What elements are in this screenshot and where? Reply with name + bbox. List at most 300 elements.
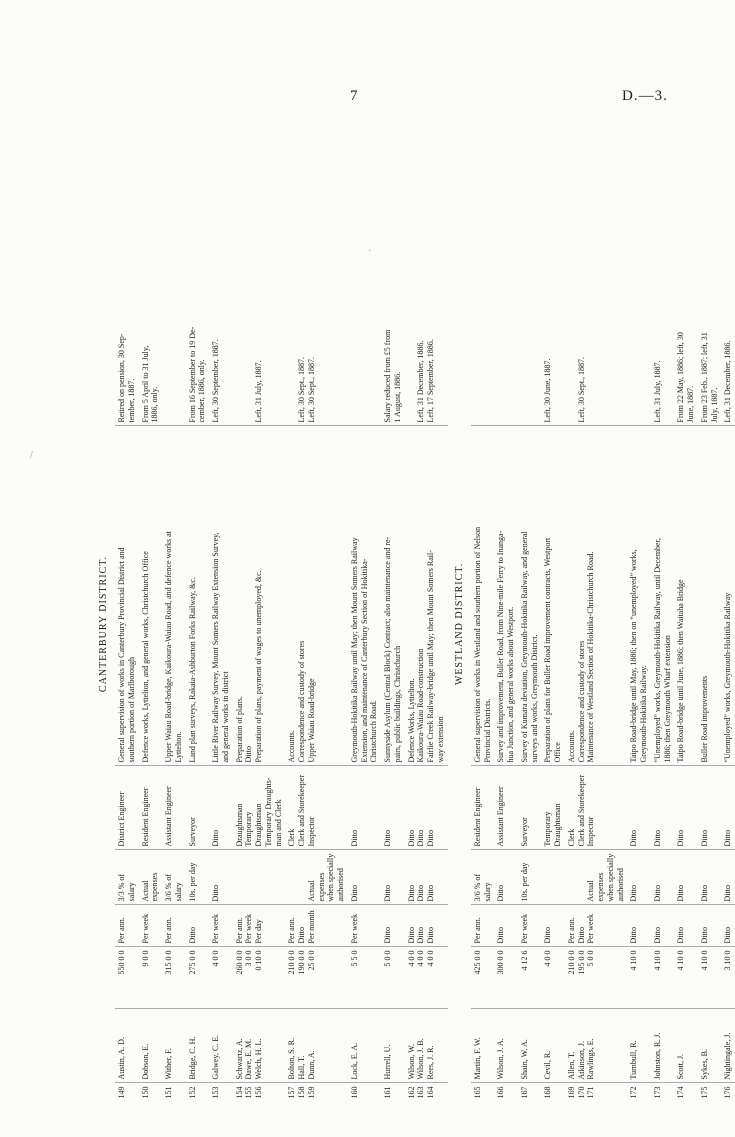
salary-line: 25 0 0 [306,950,316,971]
row-number-cell [285,1083,348,1107]
salary-period-line: Ditto [187,927,197,944]
row-number-line: 173 [652,1086,662,1099]
designation-line: Clerk and Storekeeper [576,774,586,847]
remarks-line: Left, 30 Sept., 1887. [297,356,307,423]
salary-period-cell [518,905,542,947]
duties-line: Ditto [244,746,254,763]
remarks-line [407,144,417,423]
row-number-line: 149 [117,1086,127,1099]
salary-cell [651,947,675,1009]
salary-period-cell [627,905,651,947]
duties-line: Taipo Road-bridge until June, 1886; then Waitaha Bridge [676,579,686,763]
staff-name-line: Lock, E. A. [349,1042,359,1080]
salary-period-line: Per week [211,913,221,944]
duties-line: Correspondence and custody of stores [297,640,307,763]
designation-line: Temporary Draughtsman [244,803,264,847]
staff-name-cell [627,1009,651,1083]
salary-cell [186,947,210,1009]
travelling-allowance-cell [285,850,348,905]
staff-name-line: Rees, J. R. [426,1045,436,1080]
remarks-cell [494,141,518,426]
salary-period-line: Ditto [676,927,686,944]
travelling-allowance-cell [651,850,675,905]
table-row [186,141,210,1107]
table-row [405,141,448,1107]
margin-tick: / [30,450,33,461]
duties-line: Correspondence and custody of stores [576,640,586,763]
salary-period-line: Per ann. [234,917,244,944]
travelling-allowance-line: Ditto [406,885,416,902]
remarks-cell [518,141,542,426]
designation-line: Ditto [406,830,416,847]
row-number-cell [698,1083,722,1107]
row-number-line: 155 [244,1086,254,1099]
salary-line: 210 0 0 [287,950,297,975]
row-number-line: 154 [234,1086,244,1099]
travelling-allowance-cell [494,850,518,905]
travelling-allowance-line: Ditto [383,885,393,902]
row-number-line: 166 [496,1086,506,1099]
salary-period-cell [721,905,735,947]
table-row [541,141,565,1107]
travelling-allowance-cell [348,850,381,905]
travelling-allowance-line: Ditto [349,885,359,902]
staff-name-cell [162,1009,186,1083]
designation-line: Ditto [699,830,709,847]
designation-line: Ditto [652,830,662,847]
designation-cell [209,766,233,850]
designation-line: Resident Engineer [472,787,482,847]
remarks-line: tember, 1887. [126,378,136,423]
salary-period-line: Ditto [426,927,436,944]
staff-name-cell [721,1009,735,1083]
row-number-line: 152 [187,1086,197,1099]
travelling-allowance-cell [471,850,495,905]
duties-line: Maintenance of Westland Section of Hokitika-Christchurch Road. [586,551,596,763]
salary-period-line: Per ann. [117,917,127,944]
duties-line: and general works in district [220,671,230,763]
travelling-allowance-line: when specially [605,853,615,902]
salary-line: 195 0 0 [576,950,586,975]
remarks-line: Retired on pension, 30 Sep- [117,333,127,423]
remarks-line: 1 August, 1886. [392,371,402,423]
travelling-allowance-line [287,854,297,902]
designation-cell [651,766,675,850]
row-number-cell [233,1083,286,1107]
row-number-cell [405,1083,448,1107]
remarks-cell [471,141,495,426]
row-number-line: 176 [723,1086,733,1099]
salary-line: 425 0 0 [472,950,482,975]
designation-cell [721,766,735,850]
duties-line: Sunnyside Asylum (Central Block) Contract; also maintenance and re- [383,536,393,763]
designation-line: Ditto [629,830,639,847]
travelling-allowance-line: Ditto [416,885,426,902]
designation-line: Surveyor [519,817,529,847]
row-number-cell [209,1083,233,1107]
staff-name-line: Martin, F. W. [472,1037,482,1080]
row-number-line: 163 [416,1086,426,1099]
staff-name-line: Schwartz, A. [234,1038,244,1080]
travelling-allowance-line: Ditto [723,885,733,902]
duties-line: Provincial Districts. [482,698,492,763]
staff-name-line: Shain, W. A. [519,1039,529,1080]
salary-cell [494,947,518,1009]
staff-name-cell [651,1009,675,1083]
travelling-allowance-line: Ditto [211,885,221,902]
designation-cell [405,766,448,850]
duties-line: hua Junction, and general works about Westport. [506,606,516,763]
salary-period-line: Ditto [576,927,586,944]
travelling-allowance-line: authorised [336,868,346,902]
row-number-cell [186,1083,210,1107]
salary-period-cell [348,905,381,947]
duties-cell [494,426,518,766]
designation-line: man and Clerk [273,799,283,847]
duties-line: Extension, and maintenance of Canterbury Section of Hokitika- [359,558,369,763]
designation-cell [139,766,163,850]
duties-line: Greymouth-Hokitika Railway. [639,665,649,763]
staff-name-cell [285,1009,348,1083]
row-number-cell [381,1083,405,1107]
remarks-line [473,144,483,423]
staff-name-line: Dawe, E. M. [244,1038,254,1080]
travelling-allowance-line [235,854,245,902]
remarks-cell [285,141,348,426]
travelling-allowance-line: Ditto [699,885,709,902]
travelling-allowance-cell [162,850,186,905]
salary-period-line: Per ann. [164,917,174,944]
duties-line: Buller Road improvements [699,675,709,763]
row-number-cell [541,1083,565,1107]
duties-line: Defence Works, Lyttelton. [406,678,416,763]
staff-name-line: Rawlings, E. [586,1038,596,1080]
duties-line: Kaikoura-Waiau Road-construction [416,648,426,763]
staff-name-line: Bridge, C. H. [187,1036,197,1080]
staff-name-cell [115,1009,139,1083]
salary-cell [209,947,233,1009]
table-row [627,141,651,1107]
table-row [348,141,381,1107]
salary-line: 4 0 0 [543,950,553,967]
salary-line: 300 0 0 [496,950,506,975]
staff-name-line: Scott, J. [676,1053,686,1080]
row-number-line: 150 [140,1086,150,1099]
row-number-line: 164 [426,1086,436,1099]
travelling-allowance-cell [721,850,735,905]
salary-period-cell [698,905,722,947]
duties-cell [627,426,651,766]
designation-cell [674,766,698,850]
page-reference: D.—3. [622,88,668,104]
duties-line: Preparation of plans, payment of wages to unemployed, &c. [254,570,264,763]
staff-name-cell [541,1009,565,1083]
travelling-allowance-cell [186,850,210,905]
remarks-cell [162,141,186,426]
remarks-cell [721,141,735,426]
salary-cell [139,947,163,1009]
table-row [651,141,675,1107]
remarks-line: Left, 31 December, 1886. [416,340,426,423]
staff-name-line: Austin, A. D. [117,1037,127,1080]
salary-period-cell [139,905,163,947]
row-number-cell [721,1083,735,1107]
travelling-allowance-line: Actual expenses [140,872,160,902]
staff-name-line: Nightingale, J. [723,1032,733,1080]
travelling-allowance-line: authorised [615,868,625,902]
table-body [92,141,735,1107]
travelling-allowance-line: 3/3 % of salary [117,873,136,902]
staff-name-line: Cevil, R. [543,1050,553,1080]
designation-line: Clerk and Storekeeper [297,774,307,847]
row-number-line: 159 [306,1086,316,1099]
staff-name-line: Sykes, B. [699,1049,709,1080]
table-row [115,141,139,1107]
travelling-allowance-cell [698,850,722,905]
salary-line: 4 0 0 [426,950,436,967]
designation-line: Surveyor [187,817,197,847]
designation-line: Temporary Draughtsman [543,803,563,847]
salary-period-line: Ditto [496,927,506,944]
salary-cell [233,947,286,1009]
section-header-row [92,141,115,1107]
designation-line: District Engineer [117,791,127,847]
salary-period-line: Per month [306,910,316,944]
salary-line: 9 0 0 [140,950,150,967]
table-row [139,141,163,1107]
row-number-cell [494,1083,518,1107]
salary-period-line: Ditto [652,927,662,944]
travelling-allowance-cell [518,850,542,905]
row-number-line: 160 [349,1086,359,1099]
table-row [565,141,628,1107]
row-number-line: 157 [287,1086,297,1099]
duties-line: Preparation of plans for Buller Road improvement contracts, Westport [543,537,553,763]
salary-cell [565,947,628,1009]
staff-name-line: Dunn, A. [306,1050,316,1080]
salary-cell [381,947,405,1009]
duties-line: Accounts. [566,730,576,763]
remarks-cell [674,141,698,426]
remarks-cell [381,141,405,426]
remarks-line: July, 1887. [709,387,719,423]
salary-period-line: Per ann. [472,917,482,944]
staff-name-cell [348,1009,381,1083]
salary-line: 0 10 0 [254,950,264,971]
travelling-allowance-line: Ditto [652,885,662,902]
duties-cell [721,426,735,766]
duties-line: Survey and improvement, Buller Road, from Nine-mile Ferry to Inanga- [496,530,506,763]
remarks-line: Left, 31 December, 1886. [723,340,733,423]
duties-cell [209,426,233,766]
designation-cell [233,766,286,850]
salary-cell [698,947,722,1009]
travelling-allowance-cell [115,850,139,905]
designation-cell [627,766,651,850]
staff-name-line: Atkinson, J. [576,1041,586,1080]
remarks-cell [698,141,722,426]
travelling-allowance-line: Actual expenses [586,872,606,902]
travelling-allowance-line [297,854,307,902]
travelling-allowance-line [577,854,587,902]
row-number-line: 153 [211,1086,221,1099]
duties-cell [674,426,698,766]
salary-period-cell [494,905,518,947]
salary-cell [162,947,186,1009]
designation-cell [494,766,518,850]
duties-cell [348,426,381,766]
remarks-line [586,144,596,423]
remarks-cell [209,141,233,426]
page-number: 7 [350,88,358,104]
salary-period-cell [209,905,233,947]
travelling-allowance-line: 10s. per day [187,862,197,902]
staff-name-line: Wilson, W. [406,1044,416,1080]
duties-line: Defence works, Lyttelton, and general works, Christchurch Office [140,551,150,763]
travelling-allowance-line: 3/6 % of salary [472,873,492,902]
table-row [674,141,698,1107]
salary-cell [285,947,348,1009]
remarks-line: From 23 Feb., 1887; left, 31 [699,332,709,423]
duties-line: Accounts. [287,730,297,763]
travelling-allowance-cell [565,850,628,905]
remarks-line [629,144,639,423]
salary-period-line: Ditto [406,927,416,944]
remarks-cell [233,141,286,426]
duties-line: Fairlie Creek Railway-bridge until May; then Mount Somers Rail- [426,550,436,763]
remarks-cell [627,141,651,426]
salary-period-cell [381,905,405,947]
duties-line: Upper Waiau Road-bridge [306,678,316,763]
designation-line: Assistant Engineer [496,786,506,847]
staff-name-line: Johnston, R. J. [652,1032,662,1080]
staff-name-line: Galwey, C. E. [211,1034,221,1080]
duties-line: Office [553,742,563,763]
table-row [471,141,495,1107]
staff-name-cell [471,1009,495,1083]
designation-line: Ditto [349,830,359,847]
staff-name-line: Wilson, J. A. [496,1038,506,1080]
table-row [381,141,405,1107]
staff-name-cell [674,1009,698,1083]
duties-line: General supervision of works in Canterbury Provincial District and [117,547,127,763]
remarks-cell [565,141,628,426]
salary-line: 550 0 0 [117,950,127,975]
salary-period-line: Per day [254,919,264,944]
remarks-cell [186,141,210,426]
paper-speck: · [368,246,372,257]
row-number-cell [139,1083,163,1107]
staff-name-cell [139,1009,163,1083]
salary-period-cell [674,905,698,947]
salary-period-line: Per week [244,913,254,944]
designation-line: Ditto [676,830,686,847]
remarks-line: From 5 April to 31 July, [140,345,150,423]
duties-cell [285,426,348,766]
remarks-cell [348,141,381,426]
travelling-allowance-cell [233,850,286,905]
travelling-allowance-cell [139,850,163,905]
duties-line: Little River Railway Survey, Mount Somers Railway Extension Survey, [211,532,221,763]
row-number-cell [471,1083,495,1107]
salary-line: 4 12 6 [519,950,529,971]
travelling-allowance-line: 3/6 % of salary [164,873,183,902]
salary-cell [627,947,651,1009]
travelling-allowance-line: Ditto [496,885,506,902]
duties-line: Preparation of plans. [234,696,244,763]
salary-line: 5 0 0 [383,950,393,967]
staff-name-line: Bolton, S. R. [287,1037,297,1080]
remarks-line [496,144,506,423]
row-number-line: 158 [297,1086,307,1099]
salary-period-cell [162,905,186,947]
remarks-cell [139,141,163,426]
duties-line: “Unemployed” works, Greymouth-Hokitika Railway, until December, [652,538,662,763]
remarks-cell [115,141,139,426]
rotated-staff-table [92,141,733,1107]
duties-line: “Unemployed” works, Greymouth-Hokitika Railway [723,592,733,763]
row-number-cell [651,1083,675,1107]
row-number-cell [348,1083,381,1107]
row-number-cell [674,1083,698,1107]
section-title: CANTERBURY DISTRICT. [98,555,109,693]
row-number-line: 172 [629,1086,639,1099]
table-row [698,141,722,1107]
staff-name-cell [405,1009,448,1083]
staff-name-line: Dobson, E. [140,1043,150,1080]
staff-name-cell [698,1009,722,1083]
table-row [233,141,286,1107]
row-number-line: 170 [576,1086,586,1099]
salary-period-line: Ditto [723,927,733,944]
salary-period-line: Per week [586,913,596,944]
travelling-allowance-cell [541,850,565,905]
table-row [721,141,735,1107]
staff-name-cell [209,1009,233,1083]
row-number-line: 168 [543,1086,553,1099]
remarks-line: Left, 30 Sept., 1887. [576,356,586,423]
designation-line: Ditto [723,830,733,847]
salary-line: 4 10 0 [676,950,686,971]
remarks-cell [405,141,448,426]
remarks-line: Left, 31 July, 1887. [652,360,662,423]
designation-line: Inspector [586,816,596,847]
duties-line: southern portion of Marlborough [126,656,136,763]
travelling-allowance-cell [627,850,651,905]
table-row [494,141,518,1107]
designation-cell [565,766,628,850]
designation-line: Assistant Engineer [164,786,174,847]
designation-line: Draughtsman [234,803,244,847]
designation-line: Ditto [416,830,426,847]
salary-line: 5 5 0 [349,950,359,967]
remarks-cell [651,141,675,426]
section-header-row [448,141,471,1107]
staff-name-cell [186,1009,210,1083]
remarks-line: From 16 September to 19 De- [187,326,197,423]
salary-line: 4 10 0 [699,950,709,971]
row-number-cell [115,1083,139,1107]
row-number-line: 167 [519,1086,529,1099]
staff-name-line: Turnbull, R. [629,1040,639,1080]
remarks-line [244,144,254,423]
designation-line: Ditto [383,830,393,847]
salary-period-cell [565,905,628,947]
table-row [285,141,348,1107]
remarks-line: June, 1887. [686,385,696,423]
salary-cell [115,947,139,1009]
salary-cell [518,947,542,1009]
